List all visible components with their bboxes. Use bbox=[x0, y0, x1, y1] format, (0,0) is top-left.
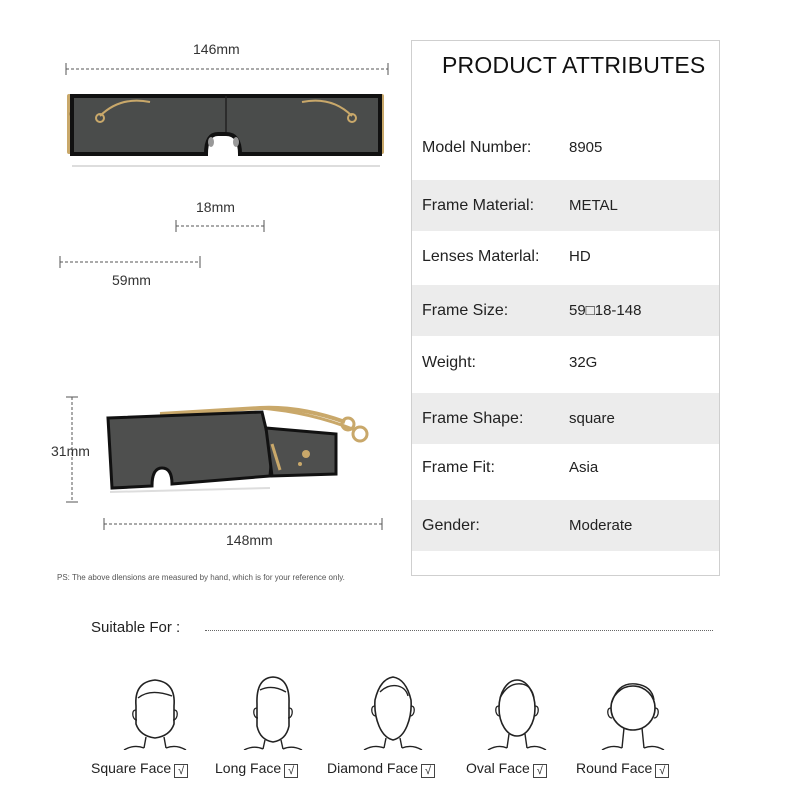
attribute-label: Weight: bbox=[422, 353, 476, 371]
attribute-value: square bbox=[569, 410, 615, 427]
square-face-icon bbox=[120, 670, 190, 750]
width-dimension-line bbox=[60, 60, 395, 80]
suitable-for-title: Suitable For : bbox=[91, 619, 181, 636]
attribute-value: METAL bbox=[569, 197, 618, 214]
bridge-label: 18mm bbox=[196, 199, 235, 215]
attribute-value: Asia bbox=[569, 459, 599, 476]
attribute-label: Lenses Materlal: bbox=[422, 247, 540, 265]
front-glasses-image bbox=[40, 86, 400, 176]
diamond-face-icon bbox=[358, 670, 428, 750]
check-icon: √ bbox=[284, 764, 298, 778]
check-icon: √ bbox=[655, 764, 669, 778]
attribute-row-frame-size bbox=[412, 285, 719, 336]
lens-width-label: 59mm bbox=[112, 272, 151, 288]
long-face-icon bbox=[238, 670, 308, 750]
face-label-text: Round Face bbox=[576, 760, 653, 776]
total-width-label: 146mm bbox=[193, 41, 240, 57]
face-label-oval bbox=[466, 760, 547, 778]
temple-length-dimension-line bbox=[100, 516, 386, 532]
face-label-text: Square Face bbox=[91, 760, 172, 776]
check-icon: √ bbox=[421, 764, 435, 778]
attribute-row-frame-fit bbox=[412, 442, 719, 493]
oval-face-icon bbox=[482, 670, 552, 750]
check-icon: √ bbox=[533, 764, 547, 778]
attribute-label: Frame Size: bbox=[422, 301, 509, 319]
round-face-icon bbox=[598, 670, 668, 750]
attributes-title: PRODUCT ATTRIBUTES bbox=[442, 52, 706, 78]
face-label-text: Diamond Face bbox=[327, 760, 419, 776]
attribute-row-gender bbox=[412, 500, 719, 551]
attribute-value: 59□18-148 bbox=[569, 302, 642, 319]
measurement-note: PS: The above dlensions are measured by hand, which is for your reference only. bbox=[57, 573, 345, 582]
attribute-value: HD bbox=[569, 248, 591, 265]
face-label-square bbox=[91, 760, 188, 778]
attribute-label: Frame Material: bbox=[422, 196, 535, 214]
attribute-value: 32G bbox=[569, 354, 598, 371]
check-icon: √ bbox=[174, 764, 188, 778]
attribute-row-frame-material bbox=[412, 180, 719, 231]
face-label-round bbox=[576, 760, 669, 778]
attribute-label: Frame Shape: bbox=[422, 409, 524, 427]
attribute-label: Model Number: bbox=[422, 138, 532, 156]
side-glasses-image bbox=[100, 384, 390, 500]
temple-length-label: 148mm bbox=[226, 532, 273, 548]
attribute-row-weight bbox=[412, 337, 719, 388]
attribute-label: Frame Fit: bbox=[422, 458, 495, 476]
attribute-value: 8905 bbox=[569, 139, 603, 156]
bridge-dimension-line bbox=[172, 218, 268, 234]
face-label-long bbox=[215, 760, 298, 778]
face-label-diamond bbox=[327, 760, 435, 778]
attribute-value: Moderate bbox=[569, 517, 633, 534]
product-attributes-table bbox=[411, 40, 720, 576]
dotted-divider bbox=[205, 630, 713, 631]
face-label-text: Oval Face bbox=[466, 760, 530, 776]
face-label-text: Long Face bbox=[215, 760, 282, 776]
attribute-label: Gender: bbox=[422, 516, 480, 534]
attribute-row-frame-shape bbox=[412, 393, 719, 444]
attribute-row-lens-material bbox=[412, 231, 719, 282]
lens-height-label: 31mm bbox=[51, 443, 90, 459]
lens-width-dimension-line bbox=[56, 254, 204, 270]
attribute-row-model bbox=[412, 122, 719, 173]
